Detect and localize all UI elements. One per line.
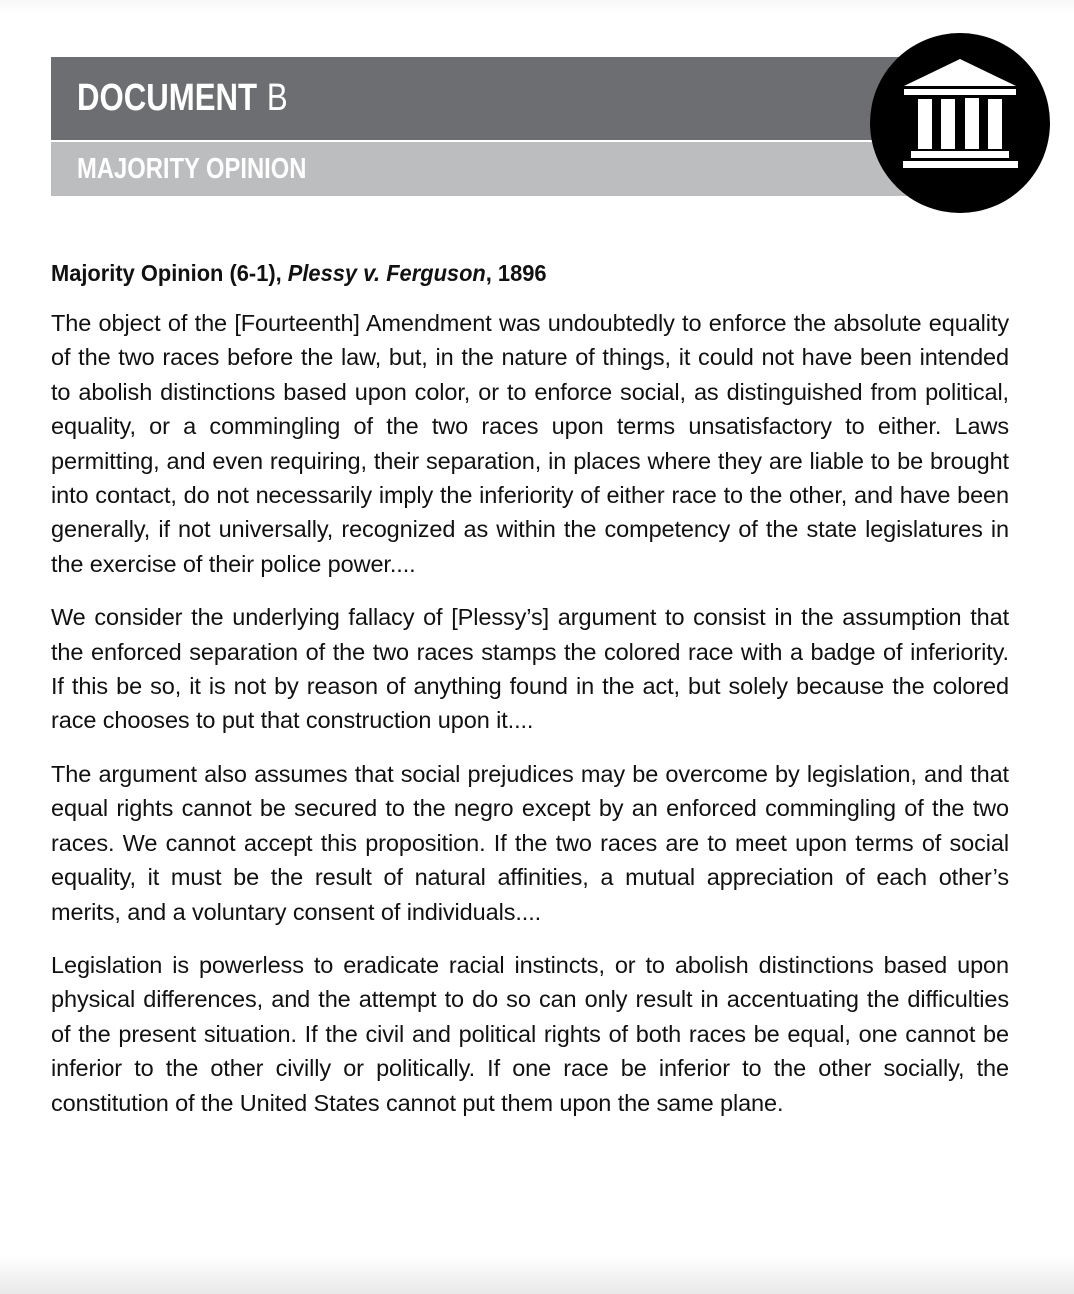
document-subtitle: MAJORITY OPINION: [77, 153, 307, 185]
source-citation: [51, 256, 942, 290]
courthouse-emblem: [870, 33, 1050, 213]
paragraph-4: Legislation is powerless to eradicate racial instincts, or to abolish distinctions based upon physical differences, and the attempt to do so can only result in accentuating the difficulties of the present situation. If the civil and political rights of both races be equal, one cannot be inferior to the other civilly or politically. If one race be inferior to the other socially, the constitution of the United States cannot put them upon the same plane.: [51, 951, 1009, 1116]
document-body: [51, 256, 1009, 1139]
document-header: [51, 57, 961, 197]
document-label: DOCUMENT: [77, 77, 258, 119]
citation-prefix: Majority Opinion (6-1),: [51, 260, 288, 286]
document-title: [77, 77, 288, 120]
courthouse-icon: [870, 33, 1050, 213]
title-bar: [51, 57, 961, 140]
citation-year: , 1896: [485, 260, 547, 286]
document-letter: B: [266, 77, 288, 119]
paragraph-3: The argument also assumes that social prejudices may be overcome by legislation, and that equal rights cannot be secured to the negro except by an enforced commingling of the two races. We cannot accept this proposition. If the two races are to meet upon terms of social equality, it must be the result of natural affinities, a mutual appreciation of each other’s merits, and a voluntary consent of individuals....: [51, 760, 1009, 925]
case-name: Plessy v. Ferguson: [287, 260, 486, 286]
paragraph-2: We consider the underlying fallacy of [Plessy’s] argument to consist in the assumption that the enforced separation of the two races stamps the colored race with a badge of inferiority. If this be so, it is not by reason of anything found in the act, but solely because the colored race chooses to put that construction upon it....: [51, 604, 1009, 734]
paragraph-1: The object of the [Fourteenth] Amendment was undoubtedly to enforce the absolute equality of the two races before the law, but, in the nature of things, it could not have been intended to abolish distinctions based upon color, or to enforce social, as distinguished from political, equality, or a commingling of the two races upon terms unsatisfactory to either. Laws permitting, and even requiring, their separation, in places where they are liable to be brought into contact, do not necessarily imply the inferiority of either race to the other, and have been generally, if not universally, recognized as within the competency of the state legislatures in the exercise of their police power....: [51, 310, 1009, 577]
